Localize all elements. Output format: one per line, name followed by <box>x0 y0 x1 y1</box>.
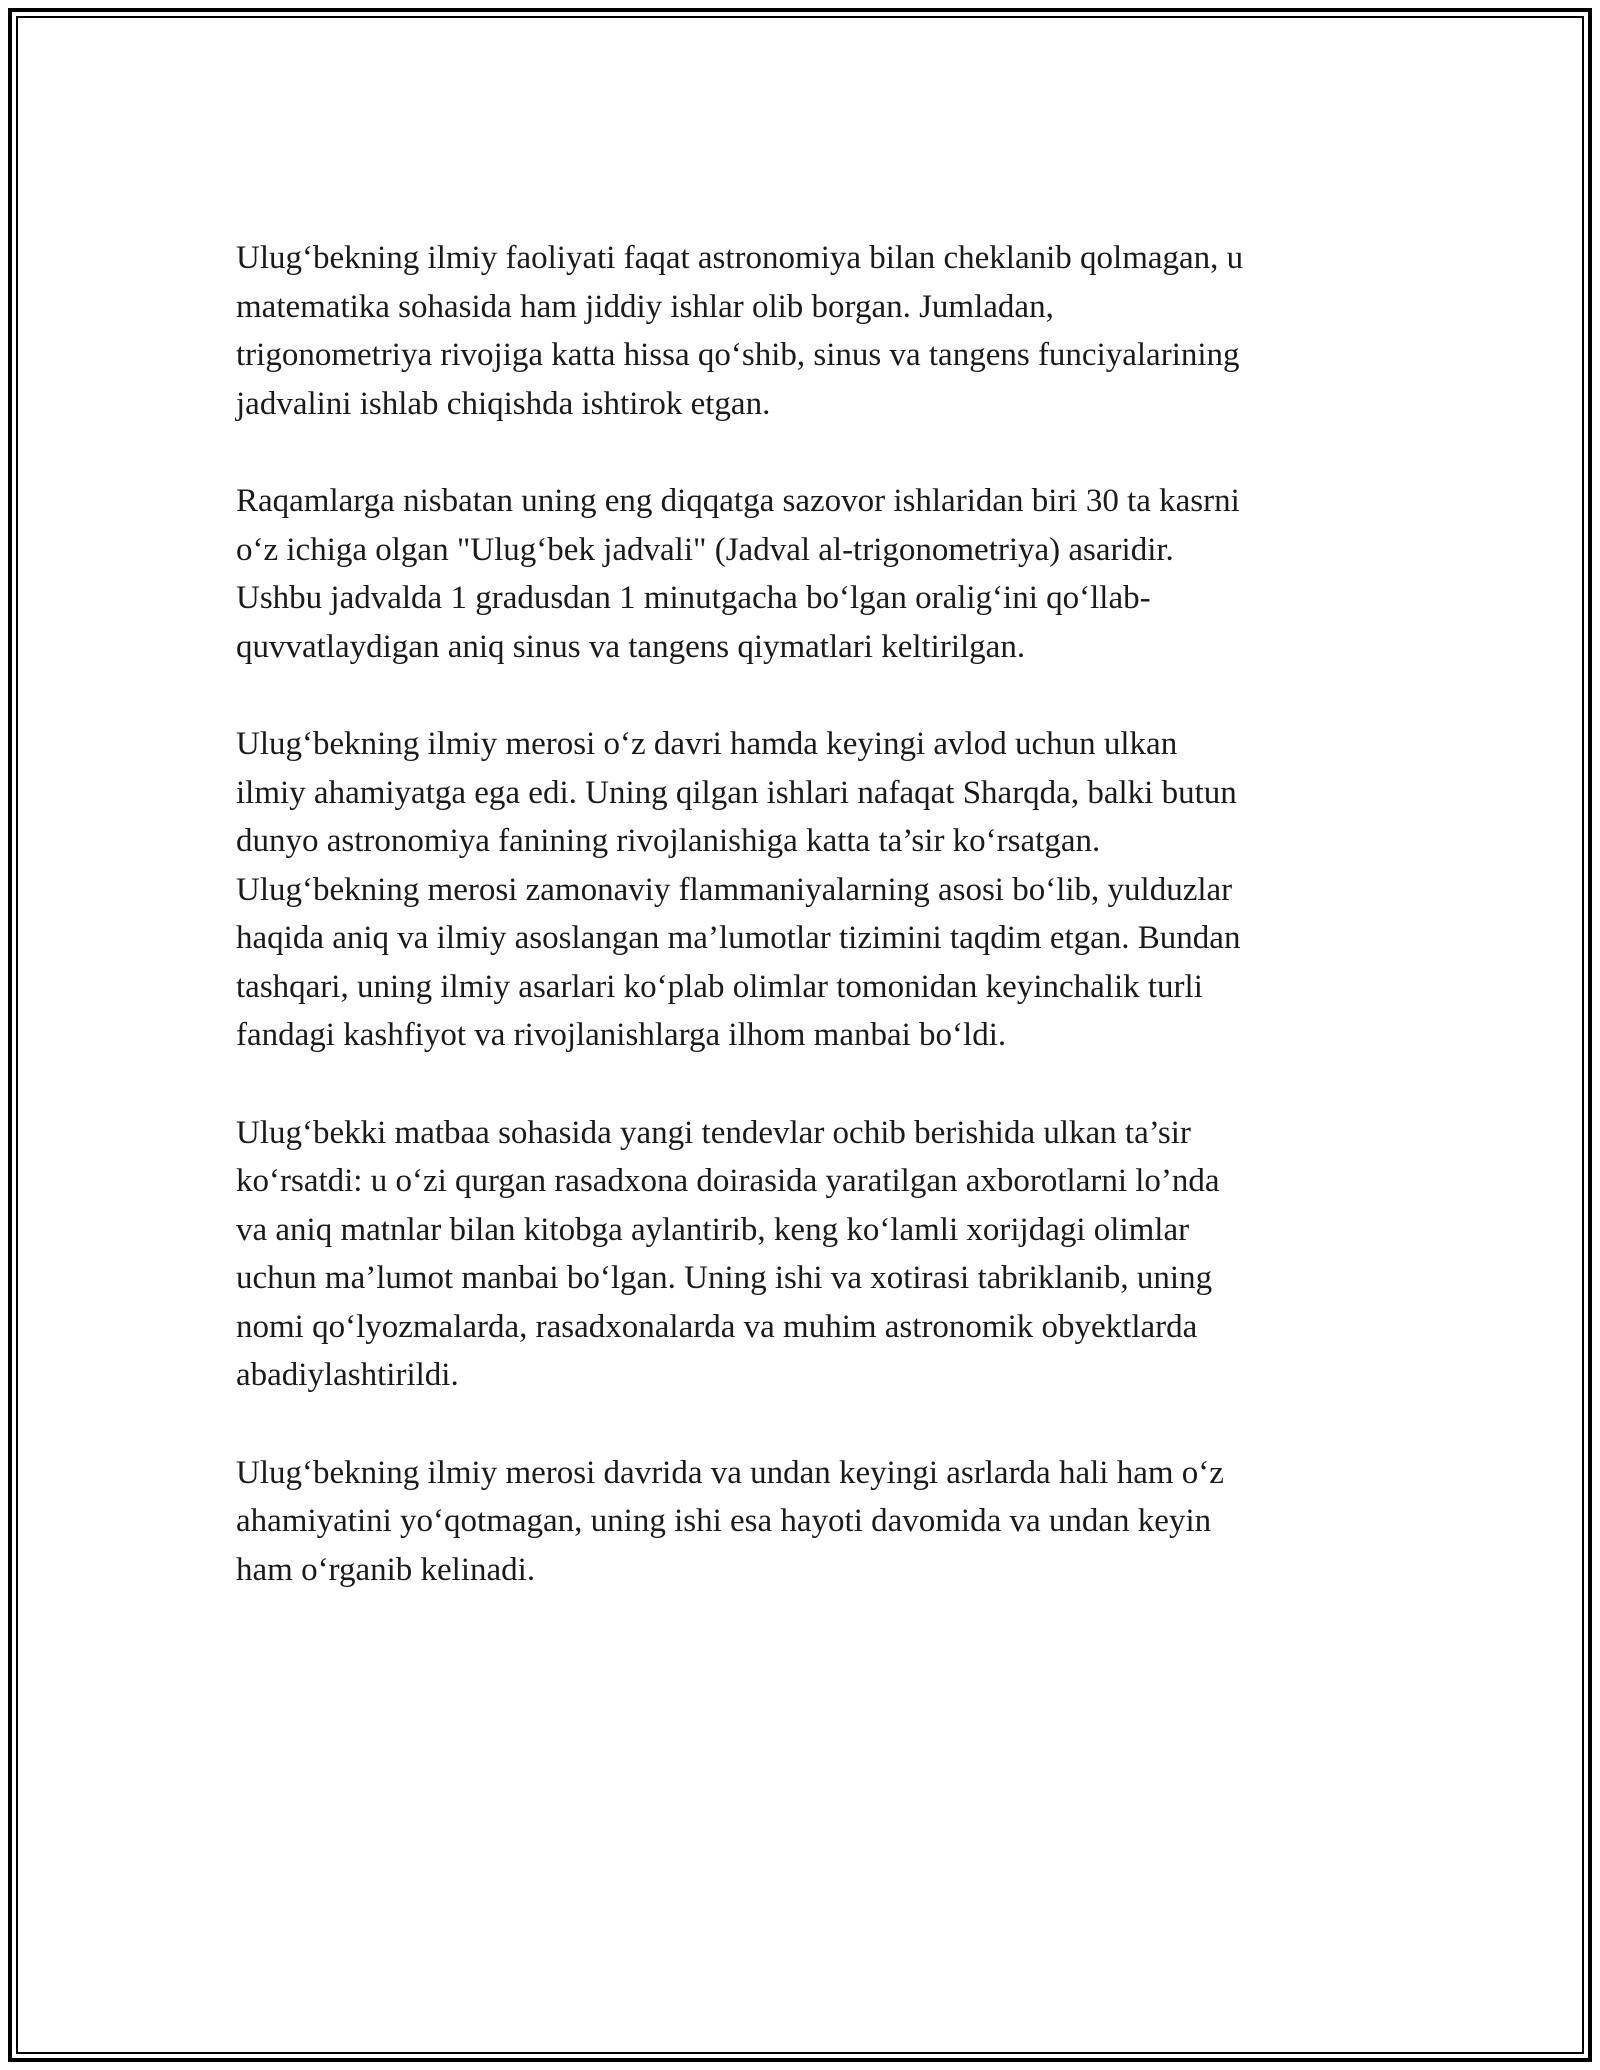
paragraph-2: Raqamlarga nisbatan uning eng diqqatga sazovor ishlaridan biri 30 ta kasrni o‘z ichiga olgan "Ulug‘bek jadvali" (Jadval al-trigonometriya) asaridir. Ushbu jadvalda 1 gradusdan 1 minutgacha bo‘lgan oralig‘ini qo‘llab- quvvatlaydigan aniq sinus va tangens qiymatlari keltirilgan. <box>236 483 1240 665</box>
paragraph-5: Ulug‘bekning ilmiy merosi davrida va undan keyingi asrlarda hali ham o‘z ahamiyatini yo‘qotmagan, uning ishi esa hayoti davomida va undan keyin ham o‘rganib kelinadi. <box>236 1454 1224 1588</box>
paragraph-3: Ulug‘bekning ilmiy merosi o‘z davri hamda keyingi avlod uchun ulkan ilmiy ahamiyatga ega edi. Uning qilgan ishlari nafaqat Sharqda, balki butun dunyo astronomiya fanining rivojlanishiga katta ta’sir ko‘rsatgan. Ulug‘bekning merosi zamonaviy flammaniyalarning asosi bo‘lib, yulduzlar haqida aniq va ilmiy asoslangan ma’lumotlar tizimini taqdim etgan. Bundan tashqari, uning ilmiy asarlari ko‘plab olimlar tomonidan keyinchalik turli fandagi kashfiyot va rivojlanishlarga ilhom manbai bo‘ldi. <box>236 726 1241 1053</box>
document-body <box>236 234 1364 1643</box>
paragraph-1: Ulug‘bekning ilmiy faoliyati faqat astronomiya bilan cheklanib qolmagan, u matematika sohasida ham jiddiy ishlar olib borgan. Jumladan, trigonometriya rivojiga katta hissa qo‘shib, sinus va tangens funciyalarining jadvalini ishlab chiqishda ishtirok etgan. <box>236 240 1244 422</box>
paragraph-4: Ulug‘bekki matbaa sohasida yangi tendevlar ochib berishida ulkan ta’sir ko‘rsatdi: u o‘zi qurgan rasadxona doirasida yaratilgan axborotlarni lo’nda va aniq matnlar bilan kitobga aylantirib, keng ko‘lamli xorijdagi olimlar uchun ma’lumot manbai bo‘lgan. Uning ishi va xotirasi tabriklanib, uning nomi qo‘lyozmalarda, rasadxonalarda va muhim astronomik obyektlarda abadiylashtirildi. <box>236 1114 1220 1393</box>
